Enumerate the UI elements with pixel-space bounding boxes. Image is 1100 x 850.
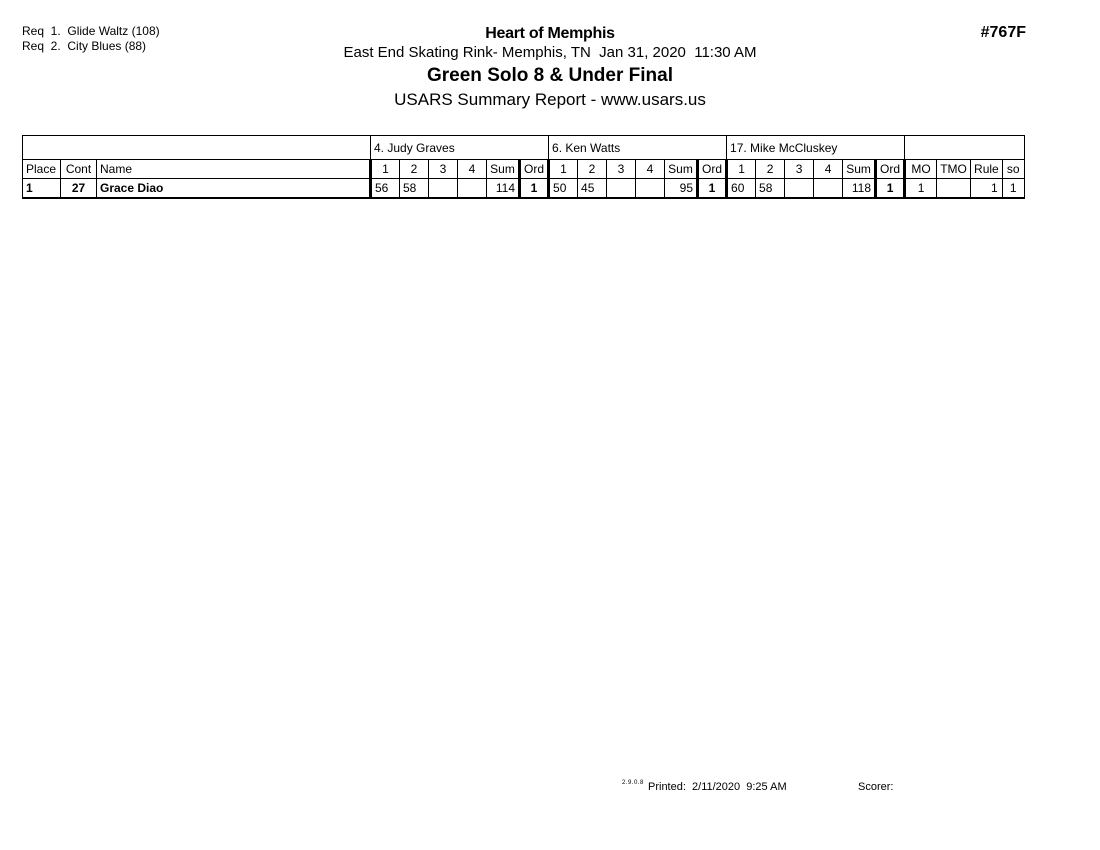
cell-cont-number: 27 [61, 179, 97, 198]
col-header-j1-1: 1 [371, 160, 400, 179]
col-header-j3-4: 4 [814, 160, 843, 179]
cell-skater-name: Grace Diao [97, 179, 371, 198]
software-version: 2.9.0.8 [622, 780, 644, 786]
col-header-j1-4: 4 [458, 160, 487, 179]
cell-so: 1 [1002, 179, 1024, 198]
cell-j1-score4 [458, 179, 487, 198]
col-header-j3-1: 1 [727, 160, 756, 179]
cell-j3-score4 [814, 179, 843, 198]
judge-3-header: 17. Mike McCluskey [727, 136, 905, 160]
col-header-j3-3: 3 [785, 160, 814, 179]
results-table [22, 135, 1025, 199]
cell-mo: 1 [905, 179, 937, 198]
cell-j3-score3 [785, 179, 814, 198]
cell-j2-score3 [607, 179, 636, 198]
judge-1-header: 4. Judy Graves [371, 136, 549, 160]
col-header-j1-sum: Sum [487, 160, 520, 179]
req-line-1: Req 1. Glide Waltz (108) [22, 24, 160, 38]
col-header-j2-ord: Ord [698, 160, 727, 179]
cell-j1-ord: 1 [520, 179, 549, 198]
cell-j2-score1: 50 [549, 179, 578, 198]
col-header-j1-3: 3 [429, 160, 458, 179]
col-header-tmo: TMO [937, 160, 971, 179]
cell-j3-sum: 118 [843, 179, 876, 198]
col-header-place: Place [23, 160, 61, 179]
cell-j1-score1: 56 [371, 179, 400, 198]
col-header-j3-sum: Sum [843, 160, 876, 179]
cell-rule: 1 [971, 179, 1003, 198]
judges-row-spacer-left [23, 136, 371, 160]
report-header [0, 24, 1100, 111]
cell-j2-score2: 45 [578, 179, 607, 198]
col-header-rule: Rule [971, 160, 1003, 179]
column-header-row [23, 160, 1025, 179]
cell-j2-ord: 1 [698, 179, 727, 198]
cell-j3-ord: 1 [876, 179, 905, 198]
col-header-j2-1: 1 [549, 160, 578, 179]
results-table-wrap [22, 135, 1025, 199]
col-header-name: Name [97, 160, 371, 179]
cell-j1-sum: 114 [487, 179, 520, 198]
venue-date-line: East End Skating Rink- Memphis, TN Jan 31, 2020 11:30 AM [343, 44, 757, 61]
report-type-line: USARS Summary Report - www.usars.us [394, 90, 706, 109]
req-line-2: Req 2. City Blues (88) [22, 39, 147, 53]
col-header-mo: MO [905, 160, 937, 179]
judges-header-row [23, 136, 1025, 160]
cell-place: 1 [23, 179, 61, 198]
cell-j3-score2: 58 [756, 179, 785, 198]
col-header-so: so [1002, 160, 1024, 179]
cell-j3-score1: 60 [727, 179, 756, 198]
col-header-j2-4: 4 [636, 160, 665, 179]
cell-j2-score4 [636, 179, 665, 198]
col-header-cont: Cont [61, 160, 97, 179]
col-header-j1-2: 2 [400, 160, 429, 179]
printed-timestamp: Printed: 2/11/2020 9:25 AM [648, 781, 787, 793]
competition-title: Heart of Memphis [485, 25, 615, 42]
col-header-j3-2: 2 [756, 160, 785, 179]
col-header-j2-sum: Sum [665, 160, 698, 179]
col-header-j2-2: 2 [578, 160, 607, 179]
event-title: Green Solo 8 & Under Final [427, 65, 673, 86]
cell-tmo [937, 179, 971, 198]
cell-j1-score3 [429, 179, 458, 198]
col-header-j1-ord: Ord [520, 160, 549, 179]
scorer-label: Scorer: [858, 781, 894, 793]
col-header-j3-ord: Ord [876, 160, 905, 179]
cell-j1-score2: 58 [400, 179, 429, 198]
judge-2-header: 6. Ken Watts [549, 136, 727, 160]
cell-j2-sum: 95 [665, 179, 698, 198]
event-number: #767F [980, 24, 1026, 41]
skater-result-row [23, 179, 1025, 198]
judges-row-spacer-right [905, 136, 1025, 160]
col-header-j2-3: 3 [607, 160, 636, 179]
